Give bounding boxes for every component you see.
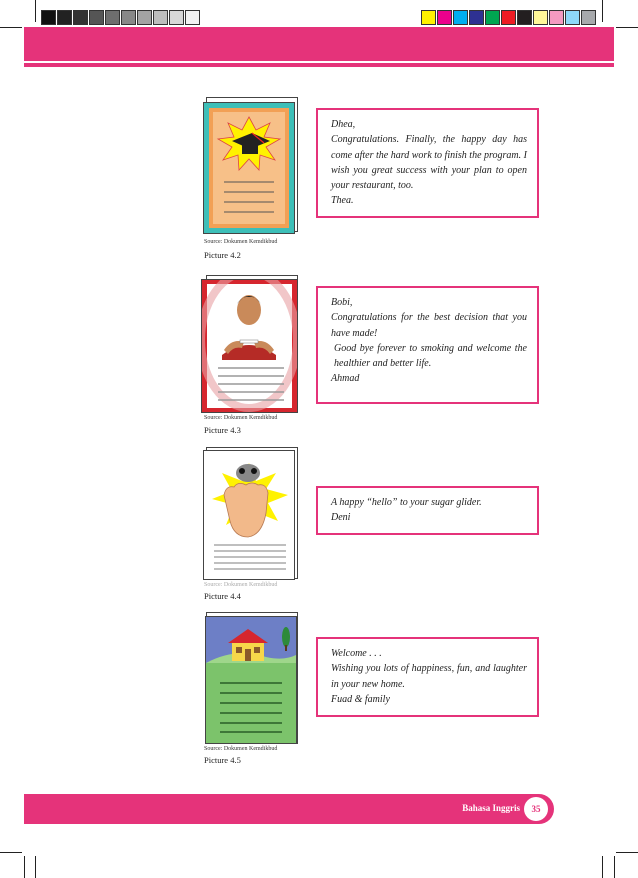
gray-swatch [57, 10, 72, 25]
gray-swatch [89, 10, 104, 25]
page-number: 35 [524, 797, 548, 821]
message-line: Fuad & family [331, 693, 390, 705]
graduation-cap-illustration [204, 103, 294, 233]
color-swatch [501, 10, 516, 25]
message-box-bobi [316, 286, 539, 404]
color-swatch [533, 10, 548, 25]
message-box-dhea [316, 108, 539, 218]
header-rule [24, 63, 614, 67]
message-line: Thea. [331, 195, 354, 207]
color-swatch [517, 10, 532, 25]
gray-swatch [153, 10, 168, 25]
message-line: Congratulations. Finally, the happy day has come after the hard work to finish the program. I wish you great success with your plan to open your restaurant, too. [331, 134, 527, 192]
color-swatch [581, 10, 596, 25]
house-landscape-illustration [206, 617, 296, 743]
picture-label-4-2: Picture 4.2 [204, 250, 241, 260]
crop-mark-bottom-left-v2 [24, 856, 25, 878]
color-swatch [469, 10, 484, 25]
crop-mark-bottom-right-v [602, 856, 603, 878]
message-box-fuad [316, 637, 539, 717]
color-swatch [549, 10, 564, 25]
message-line: Bobi, [331, 297, 353, 308]
source-caption-4-3: Source: Dokumen Kemdikbud [204, 415, 278, 421]
crop-mark-top-left-h [0, 27, 22, 28]
message-line: Ahmad [331, 373, 360, 385]
gray-swatch [185, 10, 200, 25]
gray-swatch [105, 10, 120, 25]
gray-swatch [41, 10, 56, 25]
color-swatch [437, 10, 452, 25]
book-title: Bahasa Inggris [462, 803, 520, 813]
crop-mark-bottom-right-v2 [614, 856, 615, 878]
crop-mark-top-right-h [616, 27, 638, 28]
crop-mark-top-right-v [602, 0, 603, 22]
gray-swatch [121, 10, 136, 25]
header-band [24, 27, 614, 61]
source-caption-4-5: Source: Dokumen Kemdikbud [204, 746, 278, 752]
source-caption-4-4: Source: Dokumen Kemdikbud [204, 582, 278, 588]
picture-label-4-3: Picture 4.3 [204, 425, 241, 435]
man-breaking-cigarette-illustration [202, 280, 297, 412]
crop-mark-bottom-left-v [35, 856, 36, 878]
message-box-deni [316, 486, 539, 535]
picture-label-4-5: Picture 4.5 [204, 755, 241, 765]
message-line: A happy “hello” to your sugar glider. [331, 497, 482, 508]
picture-label-4-4: Picture 4.4 [204, 591, 241, 601]
message-line: Deni [331, 512, 351, 524]
color-swatch [565, 10, 580, 25]
gray-swatch [137, 10, 152, 25]
message-line: Dhea, [331, 119, 356, 130]
color-swatch [421, 10, 436, 25]
source-caption-4-2: Source: Dokumen Kemdikbud [204, 239, 278, 245]
crop-mark-top-left-v [35, 0, 36, 22]
crop-mark-bottom-right-h [616, 852, 638, 853]
gray-swatch [169, 10, 184, 25]
color-swatch [453, 10, 468, 25]
message-line: Congratulations for the best decision that you have made! [331, 312, 527, 339]
sugar-glider-hand-illustration [204, 451, 294, 579]
message-line: Wishing you lots of happiness, fun, and laughter in your new home. [331, 663, 527, 690]
gray-swatch [73, 10, 88, 25]
crop-mark-bottom-left-h [0, 852, 22, 853]
color-swatch [485, 10, 500, 25]
message-line: Good bye forever to smoking and welcome the healthier and better life. [334, 342, 527, 370]
message-line: Welcome . . . [331, 648, 382, 659]
